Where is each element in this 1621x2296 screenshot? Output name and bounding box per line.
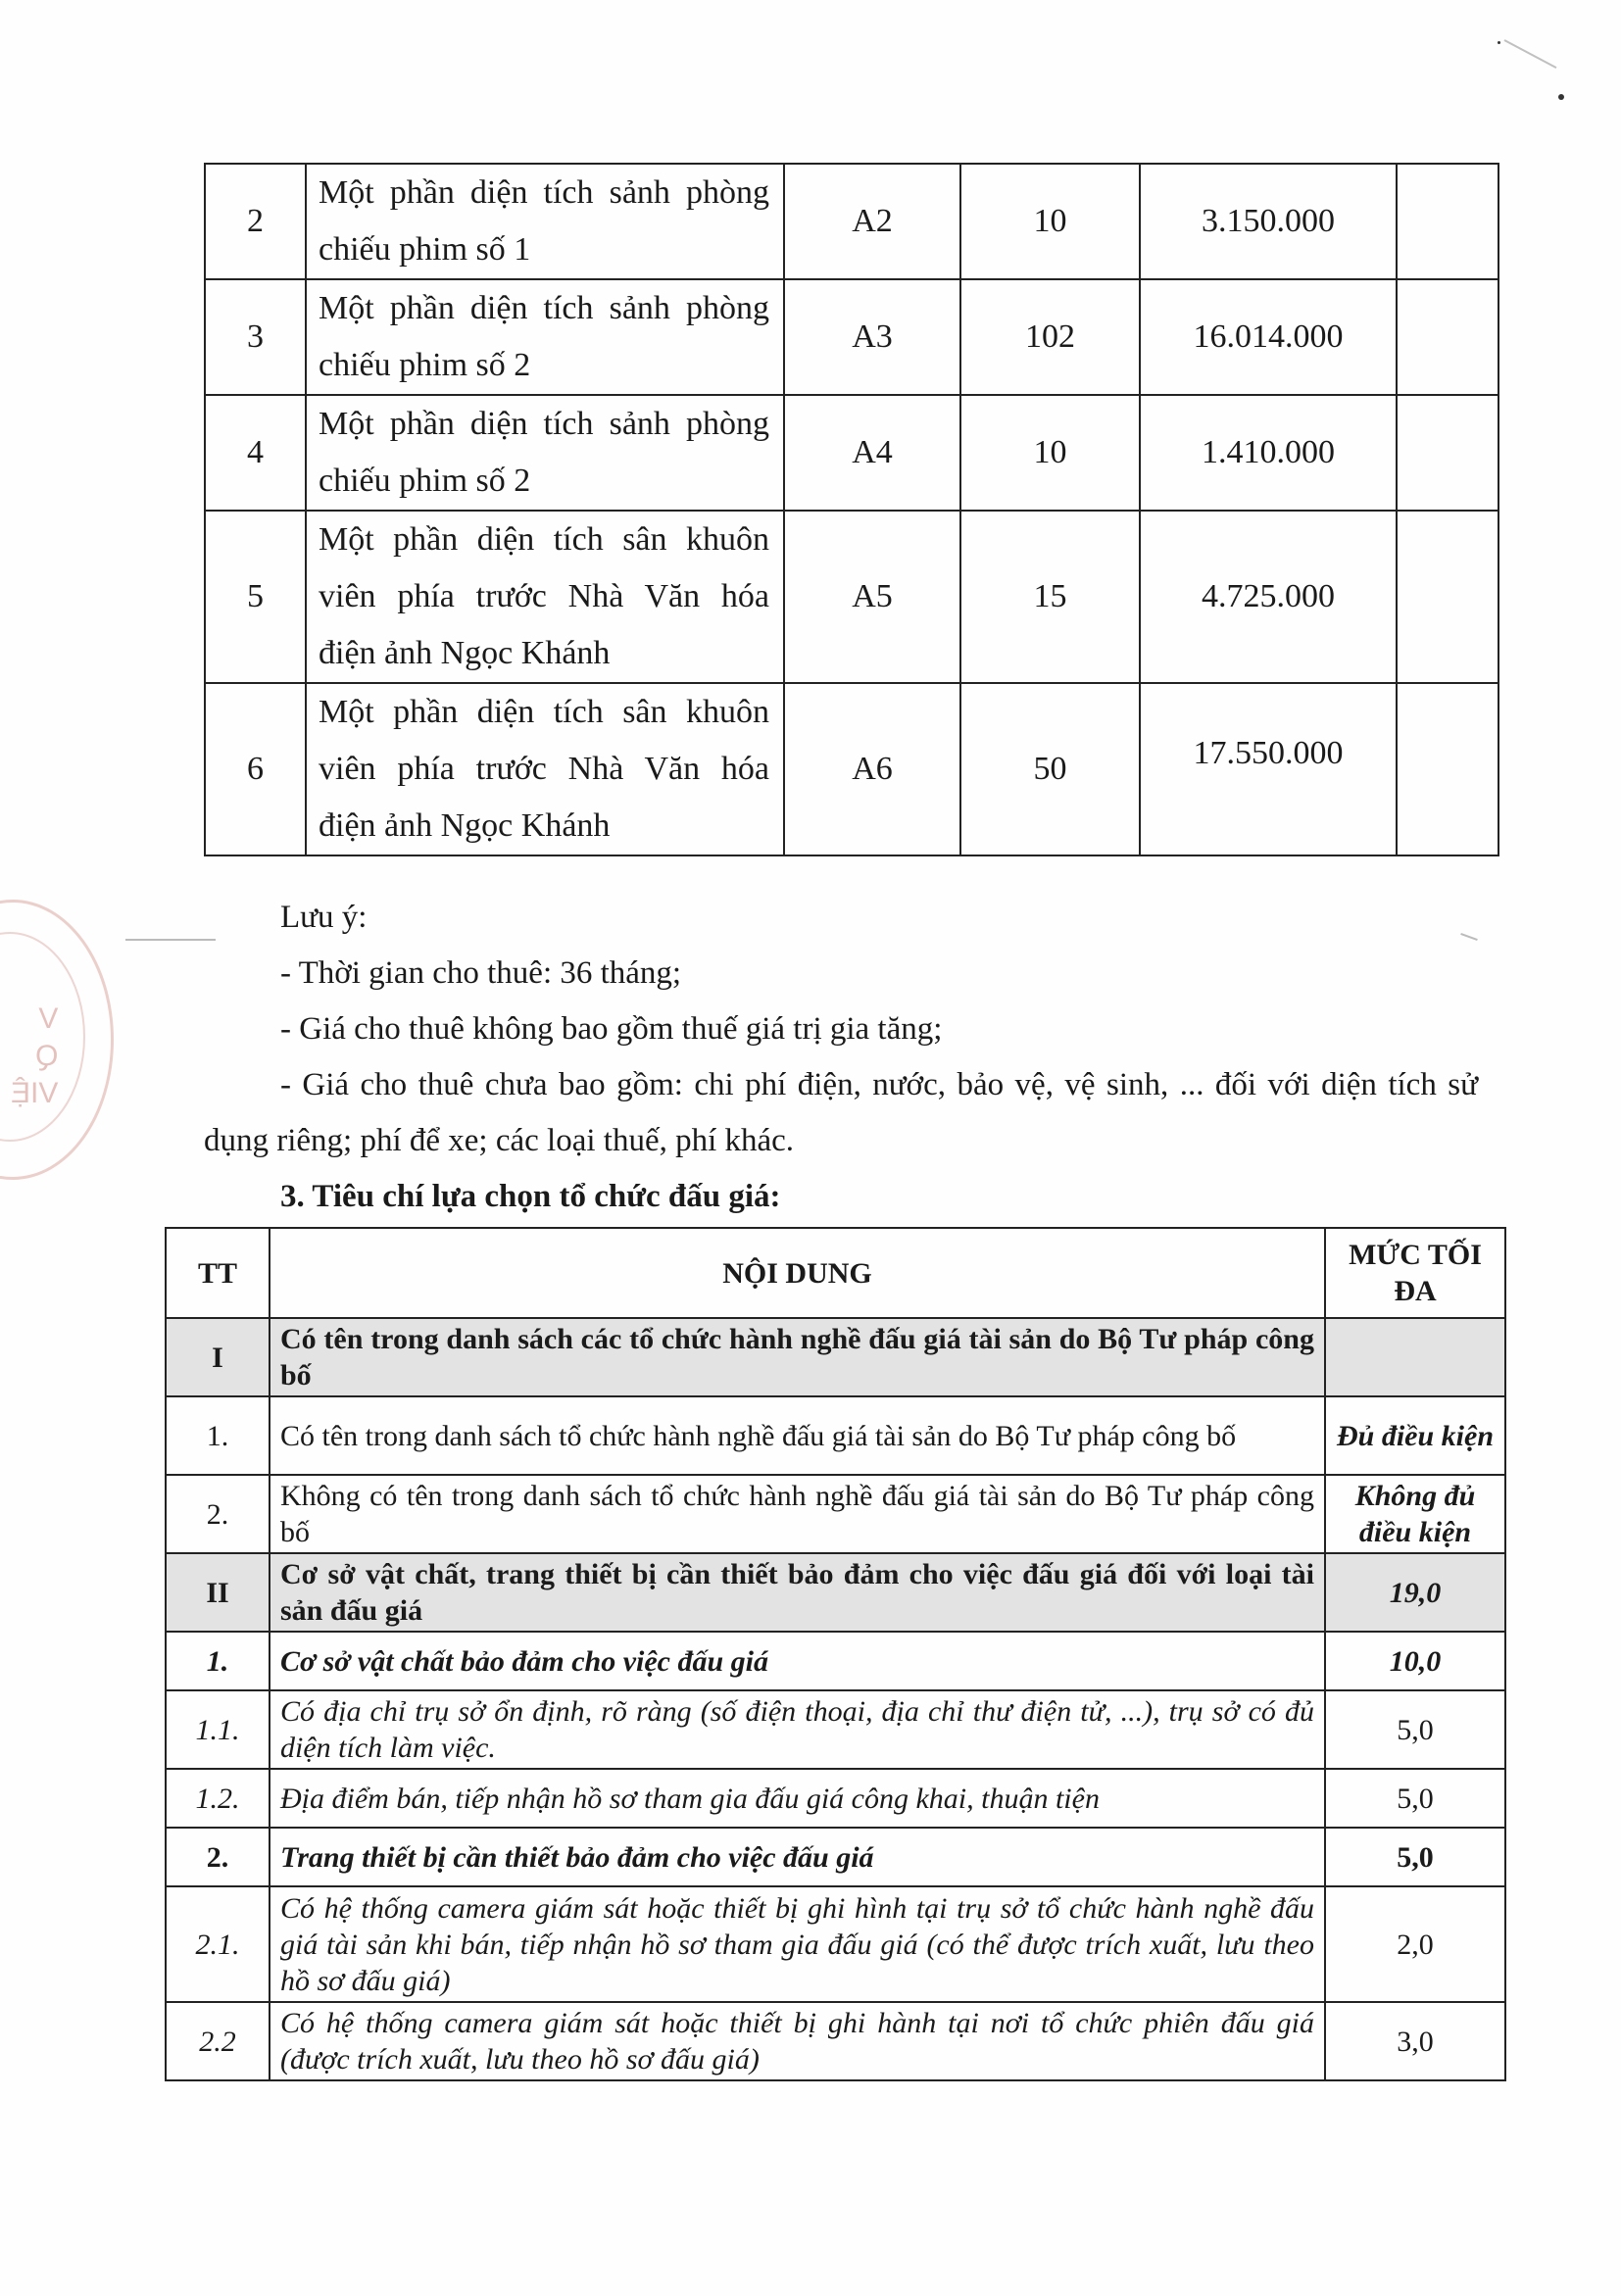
criterion-content: Trang thiết bị cần thiết bảo đảm cho việc đấu giá bbox=[270, 1828, 1325, 1886]
lot-note bbox=[1397, 279, 1498, 395]
criterion-max: 10,0 bbox=[1325, 1632, 1505, 1690]
lot-price bbox=[1140, 683, 1397, 855]
criterion-number: 1. bbox=[166, 1396, 270, 1475]
lot-code: A4 bbox=[784, 395, 960, 511]
row-number: 6 bbox=[205, 683, 306, 855]
row-number: 4 bbox=[205, 395, 306, 511]
criterion-max: Không đủ điều kiện bbox=[1325, 1475, 1505, 1553]
lot-note bbox=[1397, 511, 1498, 683]
lot-code: A2 bbox=[784, 164, 960, 279]
table-row bbox=[166, 1828, 1505, 1886]
rental-lots-table bbox=[204, 163, 1499, 856]
stamp-text bbox=[11, 1001, 58, 1112]
criterion-max: 3,0 bbox=[1325, 2002, 1505, 2080]
lot-note bbox=[1397, 164, 1498, 279]
scan-artifact bbox=[1498, 41, 1500, 44]
table-row bbox=[166, 1553, 1505, 1632]
lot-description: Một phần diện tích sân khuôn viên phía trước Nhà Văn hóa điện ảnh Ngọc Khánh bbox=[306, 683, 784, 855]
table-row bbox=[166, 1690, 1505, 1769]
criterion-number: 1.2. bbox=[166, 1769, 270, 1828]
notes-heading: Lưu ý: bbox=[280, 900, 368, 935]
criterion-max: 5,0 bbox=[1325, 1690, 1505, 1769]
lot-area: 10 bbox=[960, 395, 1140, 511]
lot-description: Một phần diện tích sảnh phòng chiếu phim số 2 bbox=[306, 395, 784, 511]
table-row bbox=[166, 1396, 1505, 1475]
lot-description: Một phần diện tích sảnh phòng chiếu phim số 1 bbox=[306, 164, 784, 279]
criterion-number: 2. bbox=[166, 1828, 270, 1886]
table-row bbox=[166, 1318, 1505, 1396]
criterion-max: 5,0 bbox=[1325, 1769, 1505, 1828]
criterion-content: Có địa chỉ trụ sở ổn định, rõ ràng (số điện thoại, địa chỉ thư điện tử, ...), trụ sở có đủ diện tích làm việc. bbox=[270, 1690, 1325, 1769]
lot-price-value: 17.550.000 bbox=[1193, 735, 1344, 771]
table-row bbox=[205, 683, 1498, 855]
row-number: 5 bbox=[205, 511, 306, 683]
lot-price: 16.014.000 bbox=[1140, 279, 1397, 395]
red-stamp-seal bbox=[0, 900, 114, 1180]
criterion-number: 1. bbox=[166, 1632, 270, 1690]
criterion-max bbox=[1325, 1318, 1505, 1396]
lot-price: 1.410.000 bbox=[1140, 395, 1397, 511]
lot-description: Một phần diện tích sân khuôn viên phía trước Nhà Văn hóa điện ảnh Ngọc Khánh bbox=[306, 511, 784, 683]
table-row bbox=[205, 164, 1498, 279]
lot-code: A5 bbox=[784, 511, 960, 683]
table-row bbox=[205, 395, 1498, 511]
criterion-number: 2.2 bbox=[166, 2002, 270, 2080]
criterion-number: 1.1. bbox=[166, 1690, 270, 1769]
table-row bbox=[166, 1632, 1505, 1690]
table-row bbox=[205, 511, 1498, 683]
row-number: 2 bbox=[205, 164, 306, 279]
table-row bbox=[166, 1769, 1505, 1828]
criterion-number: 2.1. bbox=[166, 1886, 270, 2002]
lot-price: 3.150.000 bbox=[1140, 164, 1397, 279]
criterion-content: Cơ sở vật chất bảo đảm cho việc đấu giá bbox=[270, 1632, 1325, 1690]
criterion-content: Không có tên trong danh sách tổ chức hành nghề đấu giá tài sản do Bộ Tư pháp công bố bbox=[270, 1475, 1325, 1553]
criterion-max: 19,0 bbox=[1325, 1553, 1505, 1632]
criterion-content: Cơ sở vật chất, trang thiết bị cần thiết bảo đảm cho việc đấu giá đối với loại tài sản đấu giá bbox=[270, 1553, 1325, 1632]
header-max: MỨC TỐI ĐA bbox=[1325, 1228, 1505, 1318]
criterion-content: Có hệ thống camera giám sát hoặc thiết bị ghi hành tại nơi tổ chức phiên đấu giá (được trích xuất, lưu theo hồ sơ đấu giá) bbox=[270, 2002, 1325, 2080]
lot-area: 102 bbox=[960, 279, 1140, 395]
scan-artifact bbox=[125, 939, 216, 941]
table-header-row bbox=[166, 1228, 1505, 1318]
lot-price: 4.725.000 bbox=[1140, 511, 1397, 683]
lot-code: A3 bbox=[784, 279, 960, 395]
table-row bbox=[205, 279, 1498, 395]
criterion-number: I bbox=[166, 1318, 270, 1396]
criteria-table bbox=[165, 1227, 1506, 2081]
note-item: - Giá cho thuê không bao gồm thuế giá trị gia tăng; bbox=[280, 1011, 943, 1047]
lot-area: 10 bbox=[960, 164, 1140, 279]
criterion-max: 2,0 bbox=[1325, 1886, 1505, 2002]
note-item: - Thời gian cho thuê: 36 tháng; bbox=[280, 955, 682, 991]
criterion-content: Có tên trong danh sách tổ chức hành nghề đấu giá tài sản do Bộ Tư pháp công bố bbox=[270, 1396, 1325, 1475]
stamp-line: V bbox=[38, 1002, 59, 1035]
criterion-content: Có hệ thống camera giám sát hoặc thiết bị ghi hình tại trụ sở tổ chức hành nghề đấu giá tài sản khi bán, tiếp nhận hồ sơ tham gia đấu giá (có thể được trích xuất, lưu theo hồ sơ đấu giá) bbox=[270, 1886, 1325, 2002]
lot-code: A6 bbox=[784, 683, 960, 855]
row-number: 3 bbox=[205, 279, 306, 395]
lot-note bbox=[1397, 683, 1498, 855]
criterion-max: Đủ điều kiện bbox=[1325, 1396, 1505, 1475]
header-content: NỘI DUNG bbox=[270, 1228, 1325, 1318]
lot-description: Một phần diện tích sảnh phòng chiếu phim số 2 bbox=[306, 279, 784, 395]
note-item: - Giá cho thuê chưa bao gồm: chi phí điện, nước, bảo vệ, vệ sinh, ... đối với diện tích sử dụng riêng; phí để xe; các loại thuế, phí khác. bbox=[204, 1067, 1478, 1158]
criterion-max: 5,0 bbox=[1325, 1828, 1505, 1886]
table-row bbox=[166, 1475, 1505, 1553]
scan-artifact bbox=[1558, 94, 1564, 100]
lot-note bbox=[1397, 395, 1498, 511]
lot-area: 50 bbox=[960, 683, 1140, 855]
header-tt: TT bbox=[166, 1228, 270, 1318]
notes-section bbox=[204, 890, 1478, 1225]
section-heading: 3. Tiêu chí lựa chọn tổ chức đấu giá: bbox=[280, 1179, 781, 1214]
criterion-content: Có tên trong danh sách các tổ chức hành nghề đấu giá tài sản do Bộ Tư pháp công bố bbox=[270, 1318, 1325, 1396]
criterion-number: 2. bbox=[166, 1475, 270, 1553]
table-row bbox=[166, 1886, 1505, 2002]
criterion-content: Địa điểm bán, tiếp nhận hồ sơ tham gia đấu giá công khai, thuận tiện bbox=[270, 1769, 1325, 1828]
lot-area: 15 bbox=[960, 511, 1140, 683]
stamp-line: VIỆ bbox=[11, 1077, 59, 1109]
scan-artifact bbox=[1504, 39, 1557, 69]
stamp-line: Q bbox=[35, 1040, 59, 1072]
table-row bbox=[166, 2002, 1505, 2080]
criterion-number: II bbox=[166, 1553, 270, 1632]
